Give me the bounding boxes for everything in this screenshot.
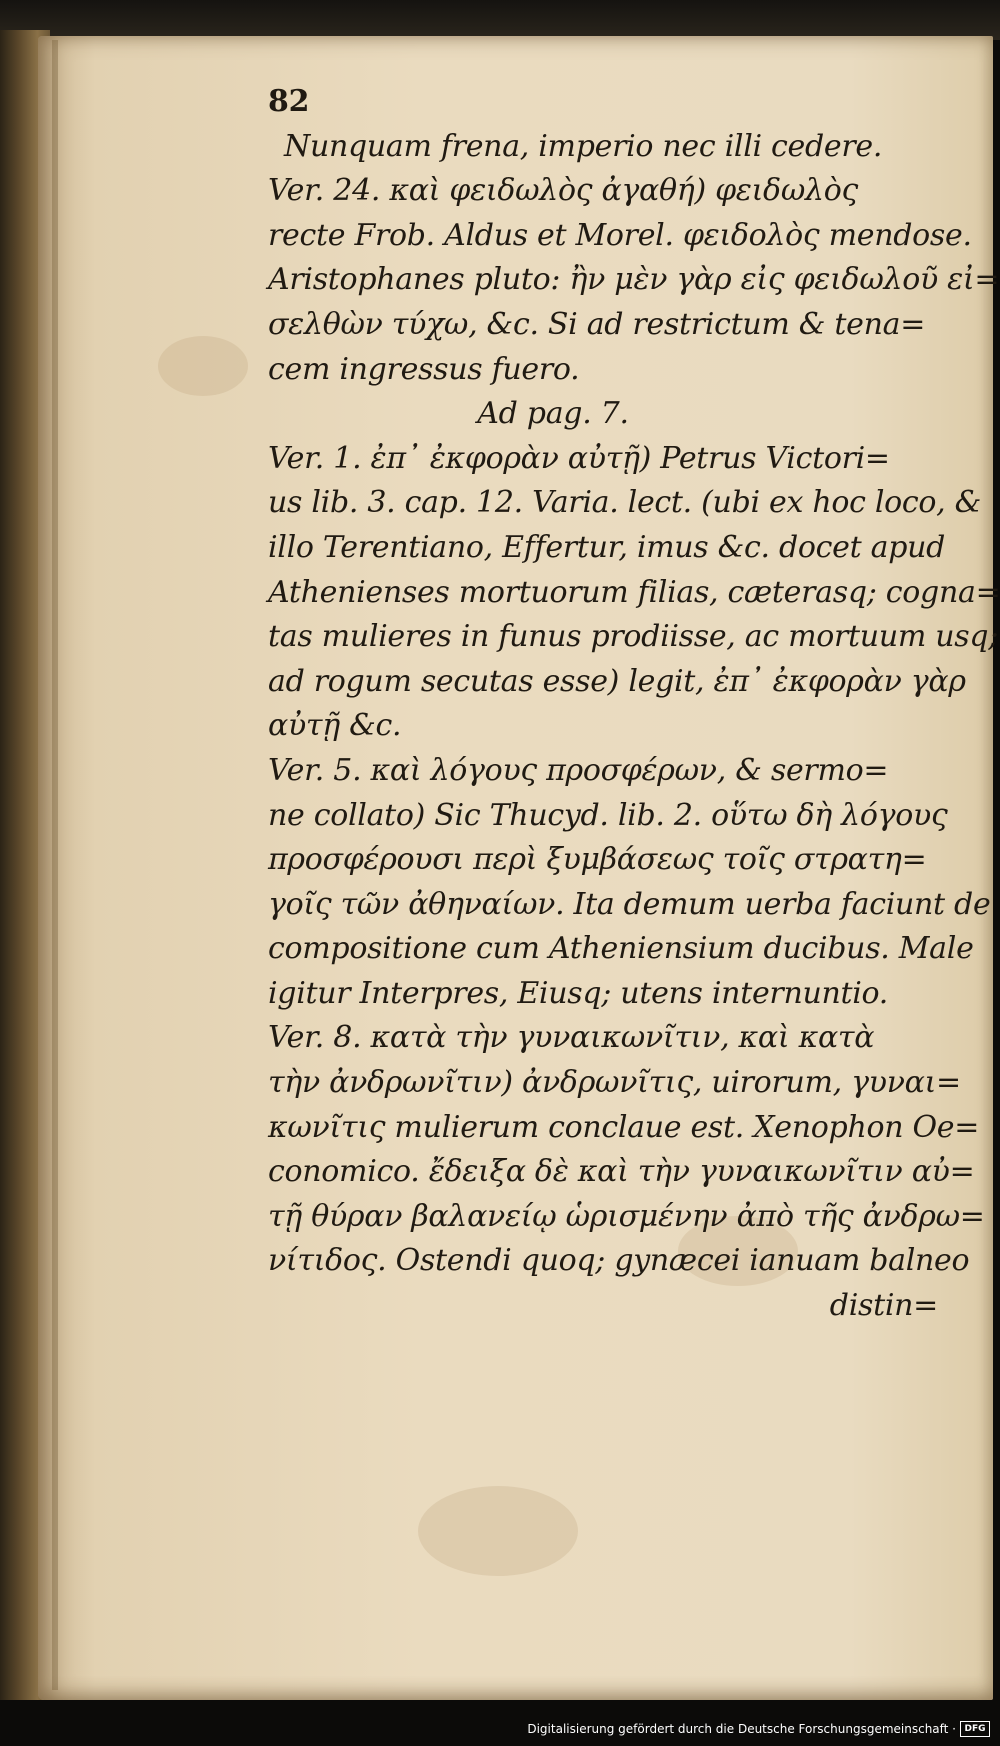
text-line: igitur Interpres, Eiusq; utens internuntio. [268, 975, 889, 1011]
text-line: illo Terentiano, Effertur, imus &c. docet apud [268, 529, 946, 565]
text-line: κωνῖτις mulierum conclaue est. Xenophon Oe= [268, 1109, 980, 1145]
text-line: ad rogum secutas esse) legit, ἐπ᾽ ἐκφορὰν γὰρ [268, 663, 966, 699]
text-line: νίτιδος. Ostendi quoq; gynæcei ianuam balneo [268, 1243, 970, 1279]
text-line: Nunquam frena, imperio nec illi cedere. [284, 128, 883, 164]
text-line: ne collato) Sic Thucyd. lib. 2. οὕτω δὴ λόγους [268, 797, 948, 833]
section-heading: Ad pag. 7. [477, 396, 629, 432]
footer-bar [0, 1700, 1000, 1746]
text-line: σελθὼν τύχω, &c. Si ad restrictum & tena= [268, 306, 926, 342]
text-line: αὐτῇ &c. [268, 708, 402, 744]
text-line: γοῖς τῶν ἀθηναίων. Ita demum uerba faciunt de [268, 886, 991, 922]
paper-stain [158, 336, 248, 396]
page-gutter-edge [52, 40, 58, 1690]
paper-stain [418, 1486, 578, 1576]
catchword: distin= [829, 1288, 938, 1324]
text-line: tas mulieres in funus prodiisse, ac mortuum usq; [268, 619, 999, 655]
page-text [268, 80, 1000, 1329]
text-line: τὴν ἀνδρωνῖτιν) ἀνδρωνῖτις, uirorum, γυναι= [268, 1065, 961, 1101]
text-line: Ver. 8. κατὰ τὴν γυναικωνῖτιν, καὶ κατὰ [268, 1020, 875, 1056]
footer-credit: Digitalisierung gefördert durch die Deutsche Forschungsgemeinschaft · [527, 1722, 956, 1736]
text-line: Athenienses mortuorum filias, cæterasq; cogna= [268, 574, 1000, 610]
scan-backdrop [0, 0, 1000, 40]
text-line: προσφέρουσι περὶ ξυμβάσεως τοῖς στρατη= [268, 842, 927, 878]
text-line: cem ingressus fuero. [268, 351, 580, 387]
text-line: τῇ θύραν βαλανείῳ ὡρισμένην ἀπὸ τῆς ἀνδρω= [268, 1198, 985, 1234]
text-line: compositione cum Atheniensium ducibus. Male [268, 931, 974, 967]
text-line: Ver. 24. καὶ φειδωλὸς ἀγαθή) φειδωλὸς [268, 173, 858, 209]
text-line: recte Frob. Aldus et Morel. φειδολὸς mendose. [268, 217, 972, 253]
text-line: Ver. 1. ἐπ᾽ ἐκφορὰν αὐτῇ) Petrus Victori= [268, 440, 890, 476]
text-line: us lib. 3. cap. 12. Varia. lect. (ubi ex hoc loco, & [268, 485, 982, 521]
dfg-logo: DFG [960, 1721, 990, 1737]
text-line: Aristophanes pluto: ἢν μὲν γὰρ εἰς φειδωλοῦ εἰ= [268, 262, 1000, 298]
text-line: Ver. 5. καὶ λόγους προσφέρων, & sermo= [268, 752, 889, 788]
text-line: conomico. ἔδειξα δὲ καὶ τὴν γυναικωνῖτιν αὐ= [268, 1154, 975, 1190]
page-number: 82 [268, 84, 310, 119]
